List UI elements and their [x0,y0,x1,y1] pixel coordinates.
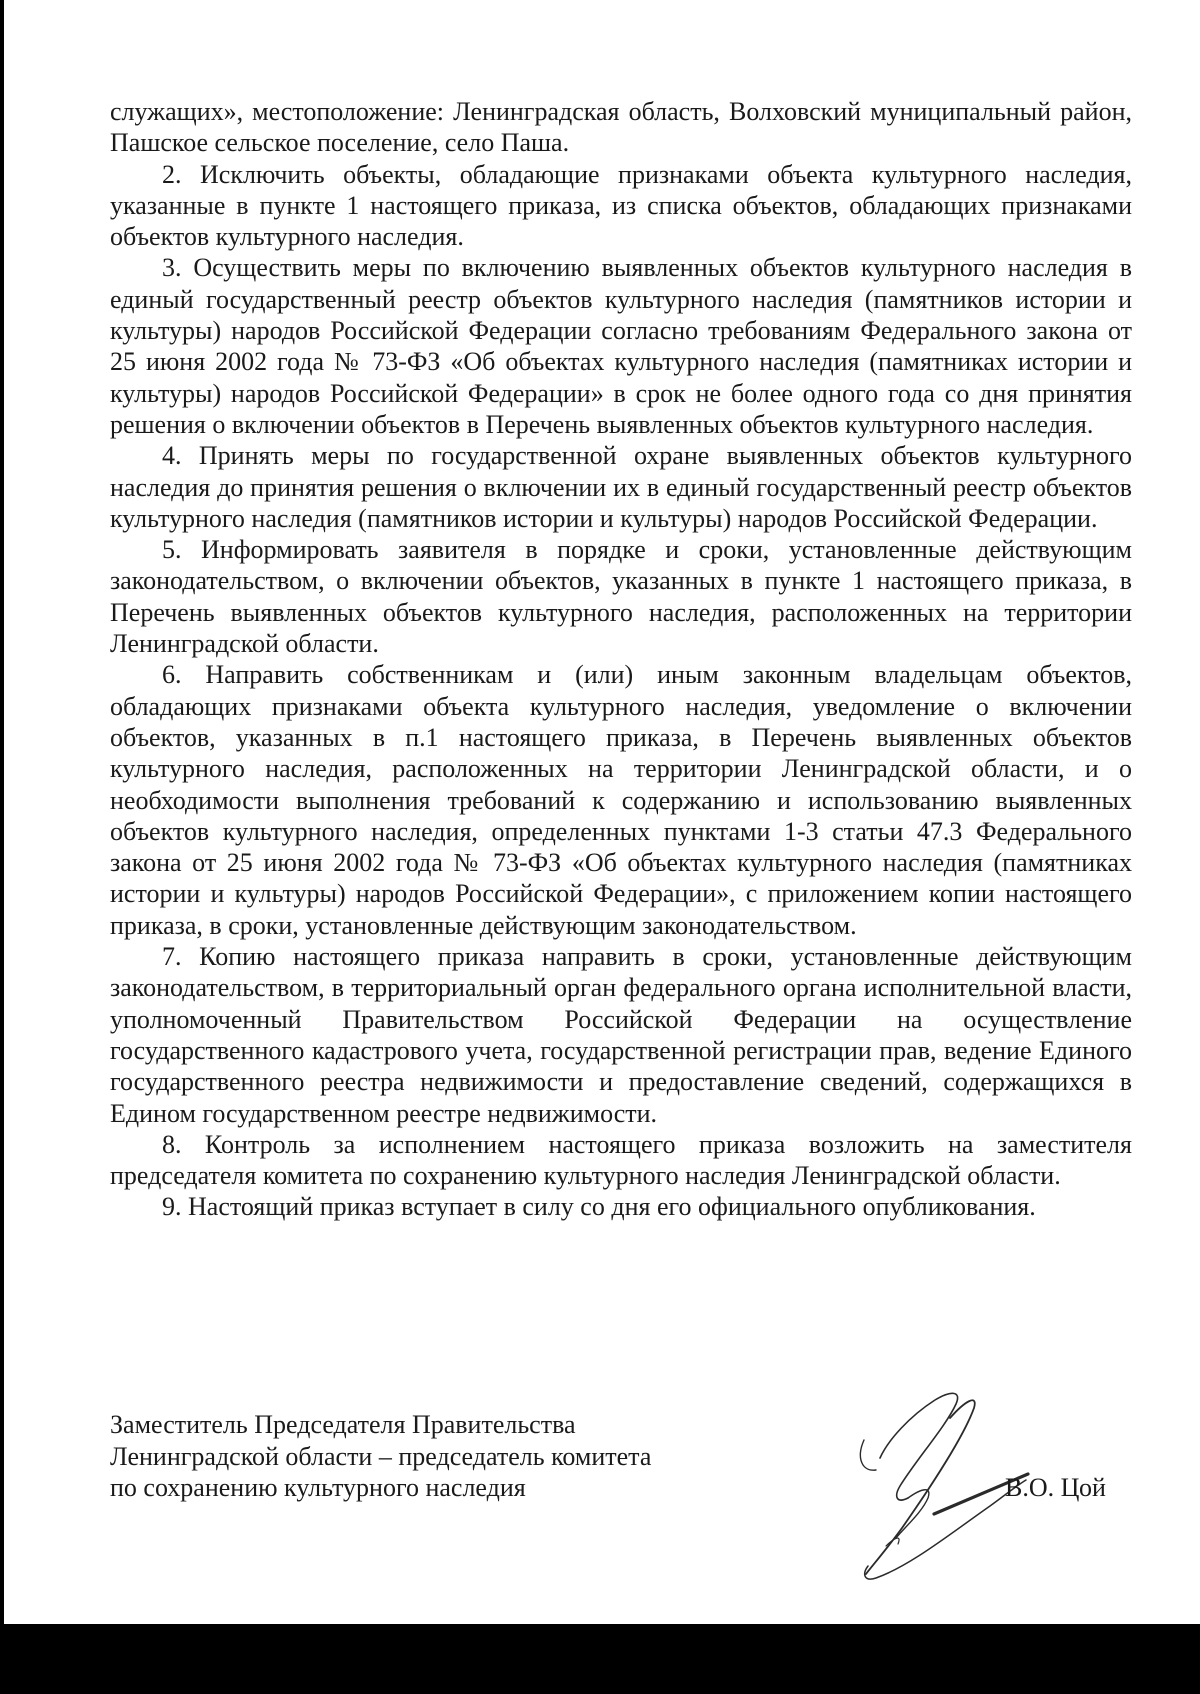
signer-position-line: Ленинградской области – председатель комитета [110,1441,652,1471]
document-body [110,96,1132,1223]
paragraph-item-2: 2. Исключить объекты, обладающие признаками объекта культурного наследия, указанные в пункте 1 настоящего приказа, из списка объектов, обладающих признаками объектов культурного наследия. [110,159,1132,252]
paragraph-item-5: 5. Информировать заявителя в порядке и сроки, установленные действующим законодательством, о включении объектов, указанных в пункте 1 настоящего приказа, в Перечень выявленных объектов культурного наследия, расположенных на территории Ленинградской области. [110,535,1132,659]
paragraph-item-3: 3. Осуществить меры по включению выявленных объектов культурного наследия в единый государственный реестр объектов культурного наследия (памятников истории и культуры) народов Российской Федерации согласно требованиям Федерального закона от 25 июня 2002 года № 73-ФЗ «Об объектах культурного наследия (памятниках истории и культуры) народов Российской Федерации» в срок не более одного года со дня принятия решения о включении объектов в Перечень выявленных объектов культурного наследия. [110,253,1132,439]
paragraph-item-9: 9. Настоящий приказ вступает в силу со дня его официального опубликования. [162,1192,1036,1222]
scan-left-edge [0,0,4,1694]
signer-position-line: по сохранению культурного наследия [110,1473,526,1502]
paragraph-item-8: 8. Контроль за исполнением настоящего приказа возложить на заместителя председателя комитета по сохранению культурного наследия Ленинградской области. [110,1129,1132,1191]
paragraph-item-6: 6. Направить собственникам и (или) иным законным владельцам объектов, обладающих признаками объекта культурного наследия, уведомление о включении объектов, указанных в п.1 настоящего приказа, в Перечень выявленных объектов культурного наследия, расположенных на территории Ленинградской области, и о необходимости выполнения требований к содержанию и использованию выявленных объектов культурного наследия, определенных пунктами 1-3 статьи 47.3 Федерального закона от 25 июня 2002 года № 73-ФЗ «Об объектах культурного наследия (памятниках истории и культуры) народов Российской Федерации», с приложением копии настоящего приказа, в сроки, установленные действующим законодательством. [110,660,1132,940]
signer-name: В.О. Цой [1005,1473,1106,1502]
signer-position-line: Заместитель Председателя Правительства [110,1410,576,1439]
signer-position [110,1409,750,1504]
scan-bottom-edge [0,1624,1200,1694]
paragraph-item-4: 4. Принять меры по государственной охране выявленных объектов культурного наследия до принятия решения о включении их в единый государственный реестр объектов культурного наследия (памятников истории и культуры) народов Российской Федерации. [110,441,1132,533]
paragraph-item-7: 7. Копию настоящего приказа направить в сроки, установленные действующим законодательством, в территориальный орган федерального органа исполнительной власти, уполномоченный Правительством Российской Федерации на осуществление государственного кадастрового учета, государственной регистрации прав, ведение Единого государственного реестра недвижимости и предоставление сведений, содержащихся в Едином государственном реестре недвижимости. [110,942,1132,1128]
paragraph-continuation: служащих», местоположение: Ленинградская область, Волховский муниципальный район, Пашское сельское поселение, село Паша. [110,97,1132,158]
